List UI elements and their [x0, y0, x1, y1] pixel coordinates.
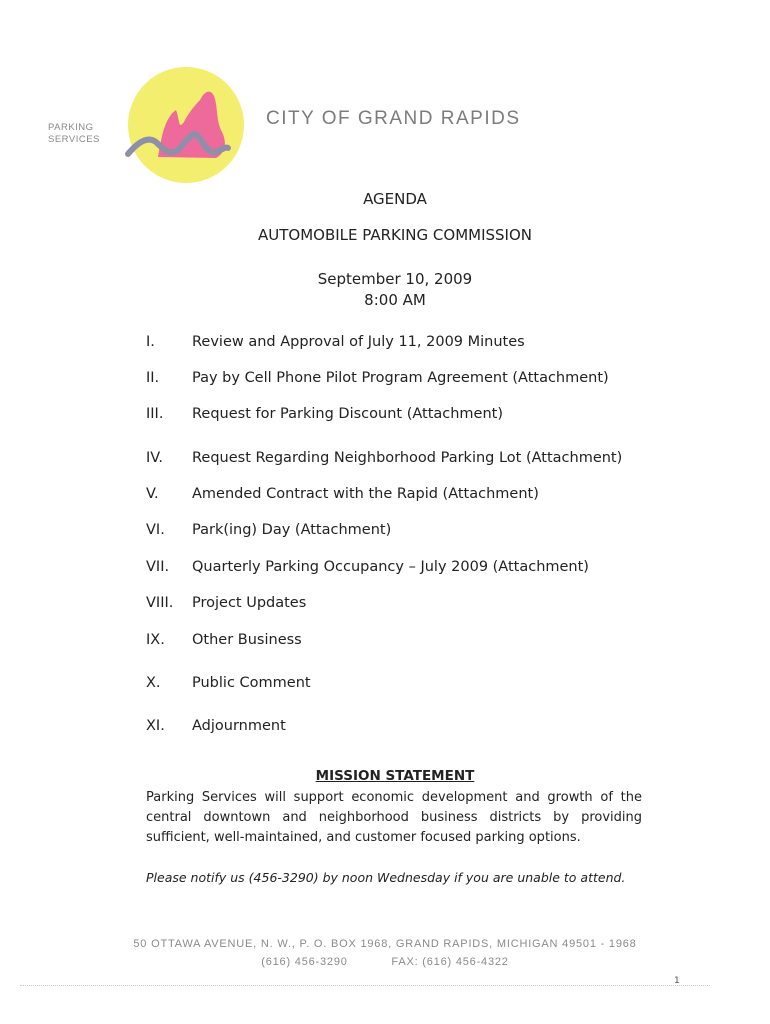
city-logo-icon [118, 62, 248, 187]
agenda-item: VIII. Project Updates [146, 595, 307, 611]
footer-phone: (616) 456-3290 [261, 956, 348, 968]
agenda-item: XI. Adjournment [146, 718, 286, 734]
footer-address: 50 OTTAWA AVENUE, N. W., P. O. BOX 1968, GRAND RAPIDS, MICHIGAN 49501 - 1968 [133, 938, 637, 950]
mission-heading: MISSION STATEMENT [315, 768, 475, 784]
attendance-notice: Please notify us (456-3290) by noon Wednesday if you are unable to attend. [146, 870, 626, 885]
agenda-item: VI. Park(ing) Day (Attachment) [146, 522, 392, 538]
parking-services-label: PARKING SERVICES [48, 122, 100, 145]
agenda-item: II. Pay by Cell Phone Pilot Program Agreement (Attachment) [146, 370, 609, 386]
agenda-item: IV. Request Regarding Neighborhood Parking Lot (Attachment) [146, 450, 623, 466]
agenda-item: VII. Quarterly Parking Occupancy – July 2009 (Attachment) [146, 559, 589, 575]
commission-name: AUTOMOBILE PARKING COMMISSION [258, 226, 532, 244]
meeting-time: 8:00 AM [364, 291, 426, 309]
agenda-title: AGENDA [363, 190, 427, 208]
footer-contact [0, 956, 770, 968]
agenda-item: X. Public Comment [146, 675, 311, 691]
meeting-date: September 10, 2009 [317, 270, 473, 288]
agenda-item: III. Request for Parking Discount (Attachment) [146, 406, 504, 422]
footer-fax: FAX: (616) 456-4322 [391, 956, 509, 968]
agenda-item: IX. Other Business [146, 632, 302, 648]
footer-divider [20, 985, 710, 986]
city-title: CITY OF GRAND RAPIDS [266, 108, 521, 129]
mission-text: Parking Services will support economic development and growth of the central downtown and neighborhood business districts by providing sufficient, well-maintained, and customer focused parking options. [146, 790, 642, 845]
agenda-item: I. Review and Approval of July 11, 2009 Minutes [146, 334, 525, 350]
agenda-item: V. Amended Contract with the Rapid (Attachment) [146, 486, 539, 502]
page-number: 1 [674, 976, 680, 986]
